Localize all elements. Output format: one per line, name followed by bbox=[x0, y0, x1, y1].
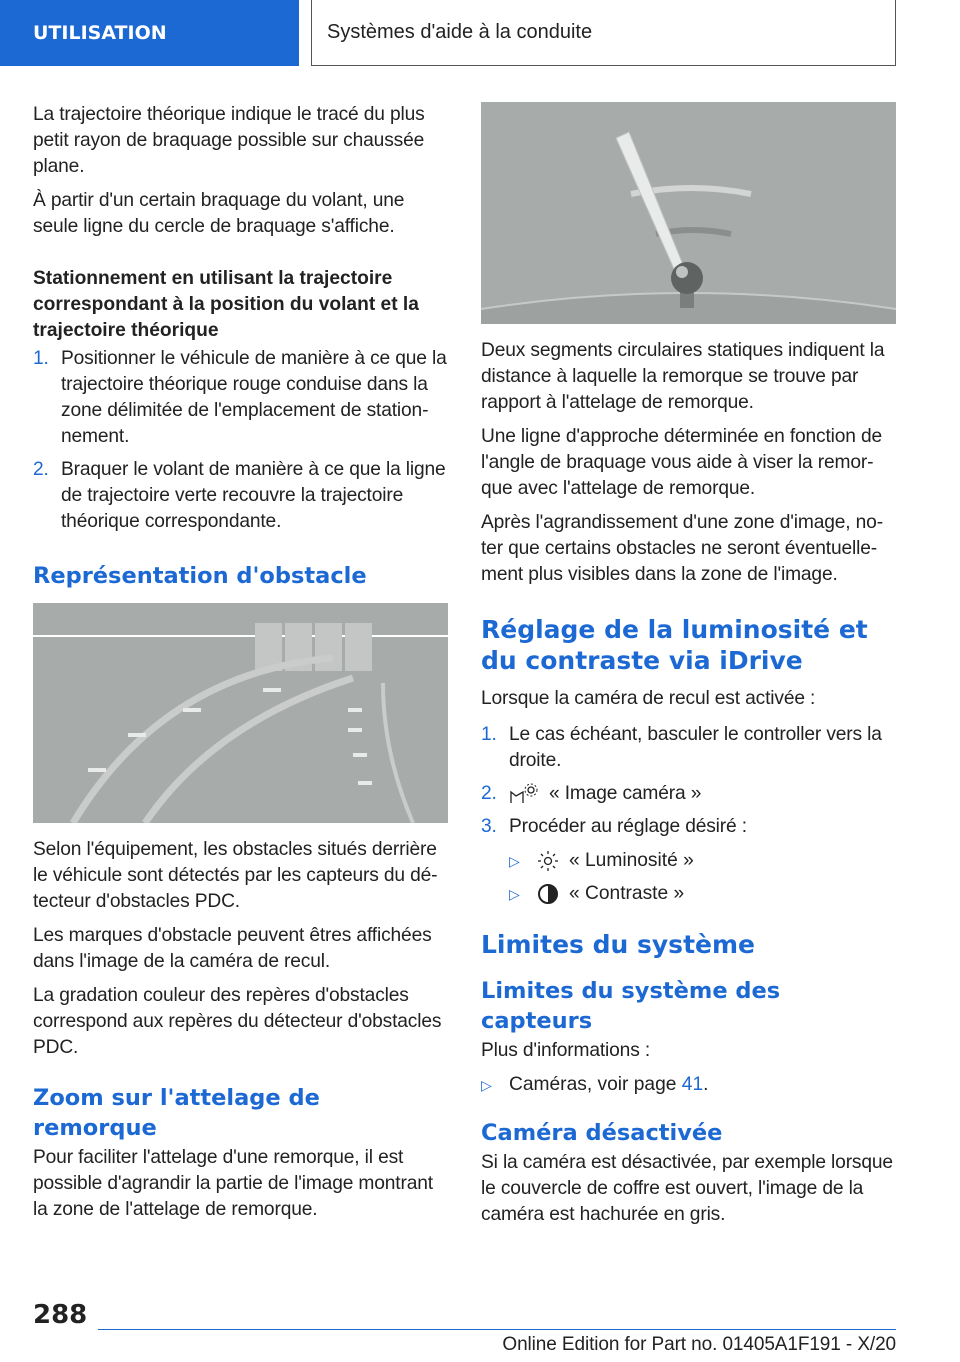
step-number: 2. bbox=[33, 459, 49, 480]
hitch-ball bbox=[671, 262, 703, 294]
paragraph: Après l'agrandissement d'une zone d'image, noter que certains obstacles ne seront éventuellement plus visibles dans la zone de l'image. bbox=[481, 512, 884, 585]
section-tab bbox=[0, 0, 299, 66]
paragraph: Deux segments circulaires statiques indiquent la distance à laquelle la remorque se trouve par rapport à l'attelage de remorque. bbox=[481, 340, 885, 413]
list-item bbox=[509, 848, 896, 874]
step-number: 2. bbox=[481, 783, 497, 804]
paragraph: Pour faciliter l'attelage d'une remorque, il est possible d'agrandir la partie de l'image montrant la zone de l'attelage de remorque. bbox=[33, 1147, 433, 1220]
subheading: Stationnement en utilisant la trajectoire correspondant à la position du volant et la trajectoire théorique bbox=[33, 268, 419, 341]
subitem-text: « Contraste » bbox=[569, 883, 685, 904]
obstacle-heading: Représentation d'obstacle bbox=[33, 563, 367, 589]
paragraph: Une ligne d'approche déterminée en fonction de l'angle de braquage vous aide à viser la remorque avec l'attelage de remorque. bbox=[481, 426, 883, 499]
obstacle-marker bbox=[315, 623, 342, 671]
list-item bbox=[33, 457, 448, 535]
step-text: Positionner le véhicule de manière à ce que la trajectoire théorique rouge conduise dans la zone délimitée de l'emplacement de stationnement. bbox=[61, 348, 447, 447]
brightness-heading: Réglage de la luminosité et du contraste via iDrive bbox=[481, 615, 868, 675]
bullet-triangle-icon: ▷ bbox=[481, 1077, 492, 1093]
step-number: 3. bbox=[481, 816, 497, 837]
contrast-icon bbox=[537, 883, 559, 905]
section-title: UTILISATION bbox=[33, 22, 167, 44]
step-text: Braquer le volant de manière à ce que la ligne de trajectoire verte recouvre la trajectoire théorique correspondante. bbox=[61, 459, 446, 532]
bullet-triangle-icon: ▷ bbox=[509, 853, 520, 869]
step-number: 1. bbox=[33, 348, 49, 369]
obstacle-camera-illustration bbox=[33, 603, 448, 823]
sub-list bbox=[481, 848, 896, 907]
paragraph: La trajectoire théorique indique le tracé du plus petit rayon de braquage possible sur chaussée plane. bbox=[33, 104, 425, 177]
obstacle-marker bbox=[345, 623, 372, 671]
sensor-list bbox=[481, 1072, 896, 1098]
sensor-limits-heading: Limites du système des capteurs bbox=[481, 978, 781, 1034]
edition-footer: Online Edition for Part no. 01405A1F191 - X/20 bbox=[502, 1334, 896, 1355]
chapter-title: Systèmes d'aide à la conduite bbox=[327, 21, 593, 43]
chapter-header bbox=[311, 0, 896, 66]
camera-disabled-heading: Caméra désactivée bbox=[481, 1120, 723, 1146]
brightness-icon bbox=[537, 850, 559, 872]
paragraph: Selon l'équipement, les obstacles situés derrière le véhicule sont détectés par les capteurs du détecteur d'obstacles PDC. bbox=[33, 839, 438, 912]
right-column bbox=[481, 102, 896, 1236]
step-text: « Image caméra » bbox=[549, 783, 702, 804]
page-link[interactable]: 41 bbox=[681, 1074, 704, 1095]
camera-settings-icon bbox=[509, 783, 539, 805]
left-column bbox=[33, 102, 448, 1231]
list-item bbox=[509, 881, 896, 907]
page-number: 288 bbox=[33, 1300, 88, 1330]
steps-list bbox=[33, 346, 448, 535]
paragraph: La gradation couleur des repères d'obstacles correspond aux repères du détecteur d'obstacles PDC. bbox=[33, 985, 442, 1058]
paragraph: À partir d'un certain braquage du volant, une seule ligne du cercle de braquage s'affiche. bbox=[33, 190, 405, 237]
list-item bbox=[481, 814, 896, 840]
steps-list bbox=[481, 722, 896, 840]
paragraph: Plus d'informations : bbox=[481, 1040, 651, 1061]
trailer-hitch-illustration bbox=[481, 102, 896, 324]
step-text: Le cas échéant, basculer le controller vers la droite. bbox=[509, 724, 882, 771]
footer-divider bbox=[98, 1329, 896, 1330]
paragraph: Les marques d'obstacle peuvent êtres affichées dans l'image de la caméra de recul. bbox=[33, 925, 432, 972]
list-item bbox=[33, 346, 448, 450]
step-text: Procéder au réglage désiré : bbox=[509, 816, 747, 837]
item-text: Caméras, voir page bbox=[509, 1074, 677, 1095]
step-number: 1. bbox=[481, 724, 497, 745]
zoom-heading: Zoom sur l'attelage de remorque bbox=[33, 1085, 320, 1141]
subitem-text: « Luminosité » bbox=[569, 850, 694, 871]
paragraph: Lorsque la caméra de recul est activée : bbox=[481, 688, 816, 709]
list-item bbox=[481, 781, 896, 807]
list-item bbox=[481, 722, 896, 774]
limits-heading: Limites du système bbox=[481, 930, 755, 959]
paragraph: Si la caméra est désactivée, par exemple lorsque le couvercle de coffre est ouvert, l'image de la caméra est hachurée en gris. bbox=[481, 1152, 893, 1225]
bullet-triangle-icon: ▷ bbox=[509, 886, 520, 902]
list-item: ▷ Caméras, voir page 41. bbox=[481, 1072, 896, 1098]
